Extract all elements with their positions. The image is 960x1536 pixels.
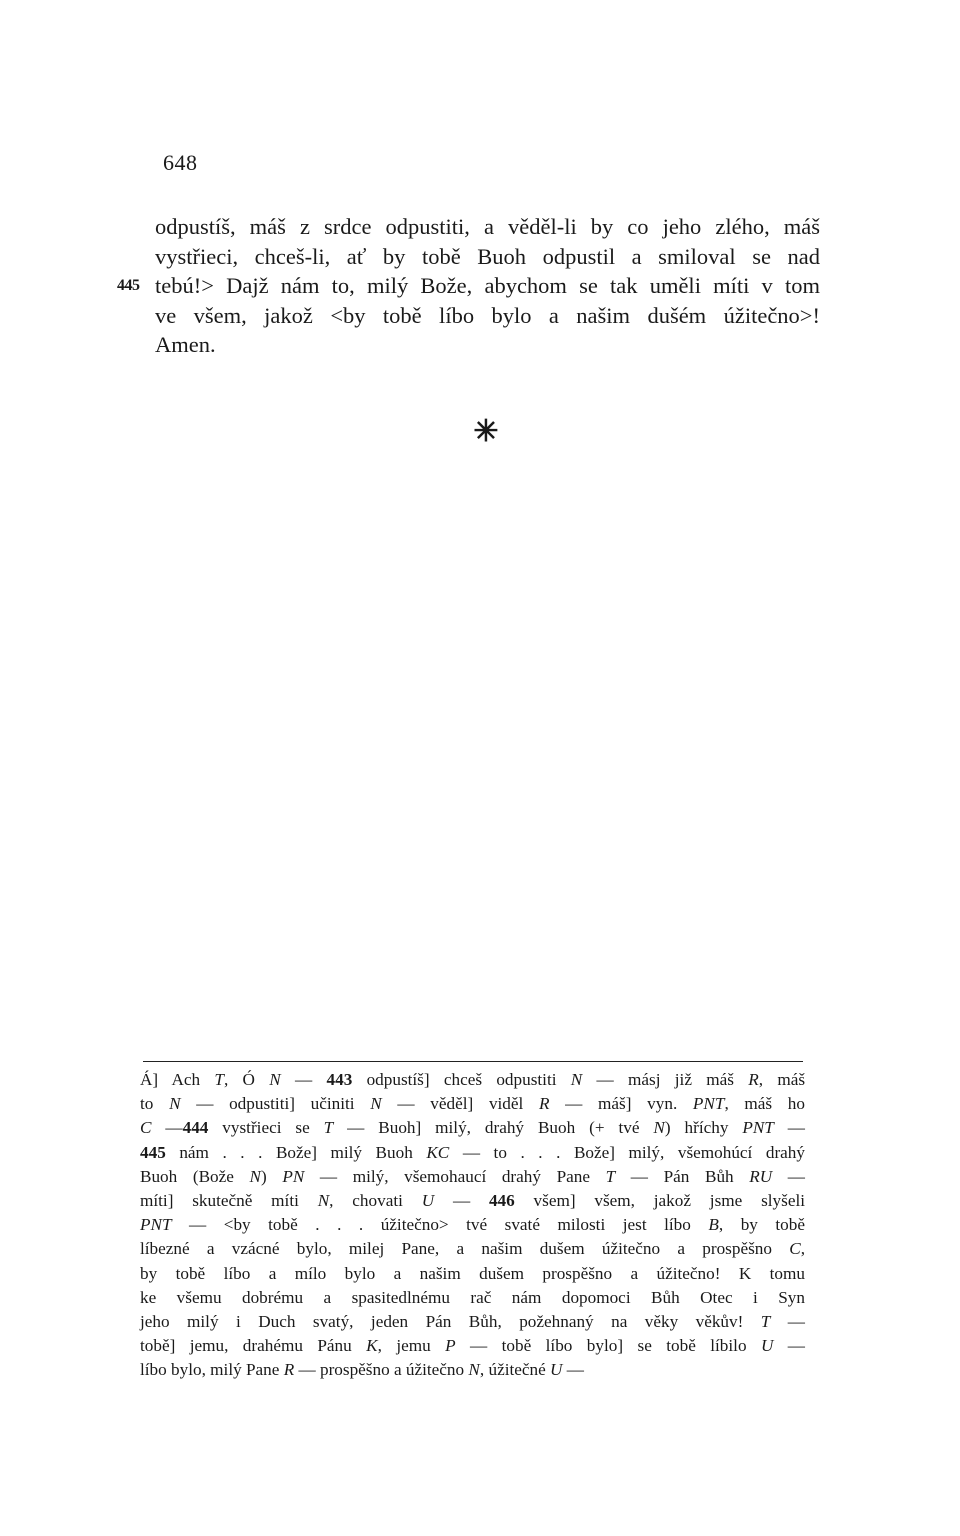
- apparatus-line: [140, 1141, 805, 1165]
- manuscript-siglum: U: [421, 1191, 435, 1211]
- apparatus-line: [140, 1262, 805, 1286]
- apparatus-text: — máš] vyn.: [549, 1094, 693, 1114]
- page-number: 648: [163, 150, 198, 175]
- manuscript-siglum: T: [760, 1312, 771, 1332]
- manuscript-siglum: PNT: [692, 1094, 725, 1114]
- section-asterisk-mark: ✳: [473, 415, 499, 448]
- manuscript-siglum: R: [748, 1070, 759, 1089]
- manuscript-siglum: N: [169, 1094, 181, 1114]
- main-text-line: ve všem, jakož <by tobě líbo bylo a našim dušém úžitečno>!: [155, 302, 820, 328]
- manuscript-siglum: C: [140, 1118, 152, 1138]
- manuscript-siglum: PNT: [742, 1118, 774, 1138]
- manuscript-siglum: R: [539, 1094, 550, 1114]
- main-text: [117, 212, 820, 360]
- manuscript-siglum: N: [370, 1094, 382, 1114]
- apparatus-line: [140, 1189, 805, 1213]
- main-text-line: odpustíš, máš z srdce odpustiti, a věděl-li by co jeho zlého, máš: [155, 214, 820, 239]
- apparatus-text: —: [773, 1118, 805, 1138]
- manuscript-siglum: R: [283, 1360, 295, 1380]
- manuscript-siglum: P: [445, 1336, 456, 1356]
- apparatus-line-number: 443: [326, 1070, 353, 1089]
- apparatus-text: jeho milý i Duch svatý, jeden Pán Bůh, požehnaný na věky věkův!: [140, 1312, 761, 1332]
- main-text-line-with-margin-number: [117, 271, 820, 301]
- manuscript-siglum: N: [570, 1070, 583, 1089]
- main-text-line: Amen.: [155, 332, 216, 357]
- manuscript-siglum: C: [789, 1239, 801, 1259]
- apparatus-line: [140, 1116, 805, 1140]
- apparatus-text: —: [151, 1118, 183, 1138]
- apparatus-text: líbezné a vzácné bylo, milej Pane, a našim dušem úžitečno a prospěšno: [140, 1239, 790, 1259]
- apparatus-text: ): [260, 1166, 283, 1186]
- apparatus-text: —: [770, 1312, 805, 1332]
- apparatus-line: [140, 1237, 805, 1261]
- apparatus-line: [140, 1213, 805, 1237]
- apparatus-line-number: 445: [140, 1142, 166, 1162]
- apparatus-text: , chovati: [329, 1191, 422, 1211]
- apparatus-line: [140, 1358, 805, 1382]
- manuscript-siglum: U: [760, 1336, 774, 1356]
- manuscript-siglum: B: [708, 1215, 719, 1235]
- apparatus-text: — odpustiti] učiniti: [180, 1094, 371, 1114]
- apparatus-text: Buoh (Bože: [140, 1166, 250, 1186]
- manuscript-siglum: PNT: [140, 1215, 172, 1235]
- margin-line-number: 445: [117, 277, 140, 294]
- manuscript-siglum: N: [468, 1360, 480, 1380]
- apparatus-text: míti] skutečně míti: [140, 1191, 318, 1211]
- apparatus-text: ,: [800, 1239, 805, 1259]
- apparatus-text: ke všemu dobrému a spasitedlnému rač nám dopomoci Bůh Otec i Syn: [140, 1287, 805, 1307]
- apparatus-text: všem] všem, jakož jsme slyšeli: [514, 1191, 806, 1211]
- apparatus-text: to: [140, 1094, 170, 1114]
- main-text-line-content: tebú!> Dajž nám to, milý Bože, abychom se tak uměli míti v tom: [155, 273, 820, 298]
- apparatus-line-number: 444: [182, 1118, 209, 1138]
- manuscript-siglum: N: [269, 1070, 281, 1089]
- apparatus-text: Á] Ach: [140, 1070, 215, 1089]
- apparatus-text: líbo bylo, milý Pane: [140, 1360, 284, 1380]
- apparatus-text: — věděl] viděl: [381, 1094, 539, 1114]
- apparatus-text: — Pán Bůh: [615, 1166, 750, 1186]
- apparatus-text: — milý, všemohaucí drahý Pane: [304, 1166, 606, 1186]
- apparatus-text: — prospěšno a úžitečno: [294, 1360, 469, 1380]
- footnote-separator-rule: [143, 1061, 803, 1062]
- manuscript-siglum: PN: [282, 1166, 305, 1186]
- apparatus-line: [140, 1165, 805, 1189]
- manuscript-siglum: T: [323, 1118, 334, 1138]
- apparatus-text: , jemu: [377, 1336, 446, 1356]
- apparatus-text: , Ó: [223, 1070, 270, 1089]
- apparatus-line: [140, 1092, 805, 1116]
- apparatus-text: odpustíš] chceš odpustiti: [352, 1070, 571, 1089]
- apparatus-line: [140, 1334, 805, 1358]
- apparatus-text: , by tobě: [718, 1215, 805, 1235]
- apparatus-text: nám . . . Bože] milý Buoh: [165, 1142, 427, 1162]
- manuscript-siglum: KC: [426, 1142, 450, 1162]
- apparatus-text: vystřieci se: [208, 1118, 324, 1138]
- apparatus-text: — to . . . Bože] milý, všemohúcí drahý: [449, 1142, 805, 1162]
- apparatus-text: —: [280, 1070, 327, 1089]
- apparatus-text: , máš: [758, 1070, 806, 1089]
- manuscript-siglum: K: [366, 1336, 378, 1356]
- apparatus-text: ) hříchy: [664, 1118, 743, 1138]
- apparatus-text: —: [772, 1166, 805, 1186]
- apparatus-text: — tobě líbo bylo] se tobě líbilo: [455, 1336, 761, 1356]
- manuscript-siglum: U: [550, 1360, 563, 1380]
- apparatus-text: —: [773, 1336, 805, 1356]
- apparatus-line: [140, 1310, 805, 1334]
- manuscript-siglum: N: [317, 1191, 330, 1211]
- manuscript-siglum: RU: [749, 1166, 773, 1186]
- apparatus-text: —: [434, 1191, 489, 1211]
- manuscript-siglum: T: [214, 1070, 224, 1089]
- apparatus-text: , máš ho: [724, 1094, 805, 1114]
- critical-apparatus: [140, 1068, 805, 1383]
- manuscript-siglum: T: [605, 1166, 616, 1186]
- apparatus-text: —: [562, 1360, 584, 1380]
- apparatus-line-number: 446: [488, 1191, 515, 1211]
- apparatus-text: — <by tobě . . . úžitečno> tvé svaté milosti jest líbo: [171, 1215, 709, 1235]
- apparatus-text: — másj již máš: [582, 1070, 749, 1089]
- apparatus-text: tobě] jemu, drahému Pánu: [140, 1336, 367, 1356]
- apparatus-text: , úžitečné: [479, 1360, 551, 1380]
- apparatus-line: [140, 1286, 805, 1310]
- apparatus-text: by tobě líbo a mílo bylo a našim dušem prospěšno a úžitečno! K tomu: [140, 1263, 805, 1283]
- main-text-line: vystřieci, chceš-li, ať by tobě Buoh odpustil a smiloval se nad: [155, 243, 820, 269]
- manuscript-siglum: N: [653, 1118, 665, 1138]
- manuscript-siglum: N: [249, 1166, 261, 1186]
- apparatus-text: — Buoh] milý, drahý Buoh (+ tvé: [333, 1118, 654, 1138]
- apparatus-line: [140, 1068, 805, 1092]
